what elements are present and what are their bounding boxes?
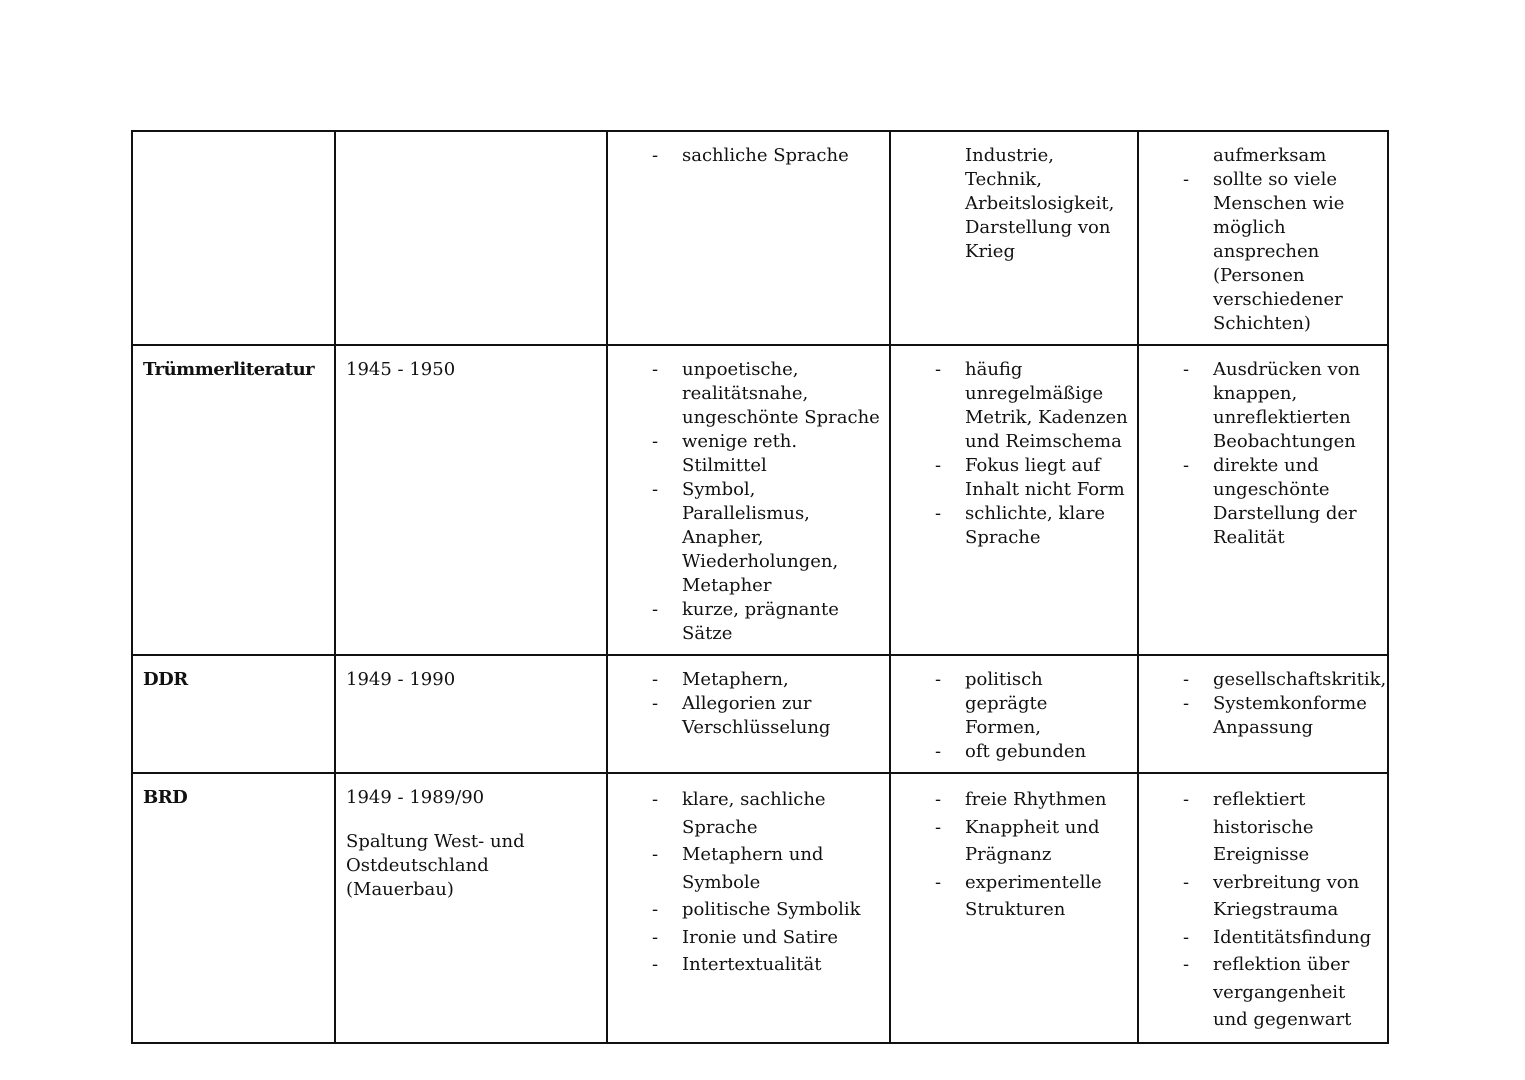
list-item: - Identitätsfindung xyxy=(1213,924,1379,952)
list-item: - Ironie und Satire xyxy=(682,924,881,952)
list-item: - reflektiert historische Ereignisse xyxy=(1213,786,1379,869)
epoch-cell xyxy=(132,131,335,345)
language-list xyxy=(618,668,881,740)
list-item: - Systemkonforme Anpassung xyxy=(1213,692,1379,740)
period-cell xyxy=(335,773,607,1043)
form-cell xyxy=(890,345,1138,655)
list-item: - politisch geprägte Formen, xyxy=(965,668,1129,740)
content-cell xyxy=(1138,345,1388,655)
period-text: 1945 - 1950 xyxy=(346,359,456,380)
list-item: - politische Symbolik xyxy=(682,896,881,924)
literature-epochs-table xyxy=(131,130,1389,1044)
list-item: - Metaphern und Symbole xyxy=(682,841,881,896)
list-item: - direkte und ungeschönte Darstellung der Realität xyxy=(1213,454,1379,550)
form-list xyxy=(901,786,1129,924)
period-cell xyxy=(335,345,607,655)
form-cell xyxy=(890,773,1138,1043)
form-list xyxy=(901,358,1129,550)
list-item: - unpoetische, realitätsnahe, ungeschönte Sprache xyxy=(682,358,881,430)
epoch-cell: Trümmerliteratur xyxy=(132,345,335,655)
list-item: aufmerksam xyxy=(1213,145,1327,166)
period-text: 1949 - 1990 xyxy=(346,669,456,690)
list-item: - Knappheit und Prägnanz xyxy=(965,814,1129,869)
form-list xyxy=(901,144,1129,264)
list-item: Industrie, Technik, Arbeitslosigkeit, Darstellung von Krieg xyxy=(965,145,1115,262)
period-note: Spaltung West- und Ostdeutschland (Mauerbau) xyxy=(346,831,525,900)
table-row xyxy=(132,345,1388,655)
content-cell xyxy=(1138,131,1388,345)
table-body xyxy=(132,131,1388,1043)
form-cell xyxy=(890,131,1138,345)
list-item: - gesellschaftskritik, xyxy=(1213,668,1379,692)
language-cell xyxy=(607,131,890,345)
table-row xyxy=(132,655,1388,773)
list-item: - häufig unregelmäßige Metrik, Kadenzen und Reimschema xyxy=(965,358,1129,454)
list-item: - oft gebunden xyxy=(965,740,1129,764)
content-list xyxy=(1149,668,1387,740)
language-cell xyxy=(607,773,890,1043)
list-item: - Allegorien zur Verschlüsselung xyxy=(682,692,881,740)
list-item: - experimentelle Strukturen xyxy=(965,869,1129,924)
list-item: - Symbol, Parallelismus, Anapher, Wiederholungen, Metapher xyxy=(682,478,881,598)
epoch-cell: DDR xyxy=(132,655,335,773)
list-item: - Metaphern, xyxy=(682,668,881,692)
period-cell xyxy=(335,655,607,773)
list-item: - Intertextualität xyxy=(682,951,881,979)
content-list xyxy=(1149,786,1379,1034)
table-row xyxy=(132,773,1388,1043)
language-cell xyxy=(607,655,890,773)
language-list xyxy=(618,358,881,646)
list-item: - kurze, prägnante Sätze xyxy=(682,598,881,646)
list-item: - Fokus liegt auf Inhalt nicht Form xyxy=(965,454,1129,502)
list-item: - wenige reth. Stilmittel xyxy=(682,430,881,478)
epoch-cell: BRD xyxy=(132,773,335,1043)
form-list xyxy=(901,668,1129,764)
content-cell xyxy=(1138,655,1388,773)
language-list xyxy=(618,786,881,979)
list-item: - klare, sachliche Sprache xyxy=(682,786,881,841)
content-list xyxy=(1149,144,1379,336)
list-item: - schlichte, klare Sprache xyxy=(965,502,1129,550)
period-cell xyxy=(335,131,607,345)
list-item: - sollte so viele Menschen wie möglich ansprechen (Personen verschiedener Schichten) xyxy=(1213,168,1379,336)
table-row xyxy=(132,131,1388,345)
language-cell xyxy=(607,345,890,655)
language-list xyxy=(618,144,881,168)
content-cell xyxy=(1138,773,1388,1043)
list-item: - freie Rhythmen xyxy=(965,786,1129,814)
list-item: - verbreitung von Kriegstrauma xyxy=(1213,869,1379,924)
list-item: - reflektion über vergangenheit und gegenwart xyxy=(1213,951,1379,1034)
form-cell xyxy=(890,655,1138,773)
list-item: - Ausdrücken von knappen, unreflektierten Beobachtungen xyxy=(1213,358,1379,454)
period-text: 1949 - 1989/90 xyxy=(346,787,485,808)
list-item: - sachliche Sprache xyxy=(682,144,881,168)
content-list xyxy=(1149,358,1379,550)
